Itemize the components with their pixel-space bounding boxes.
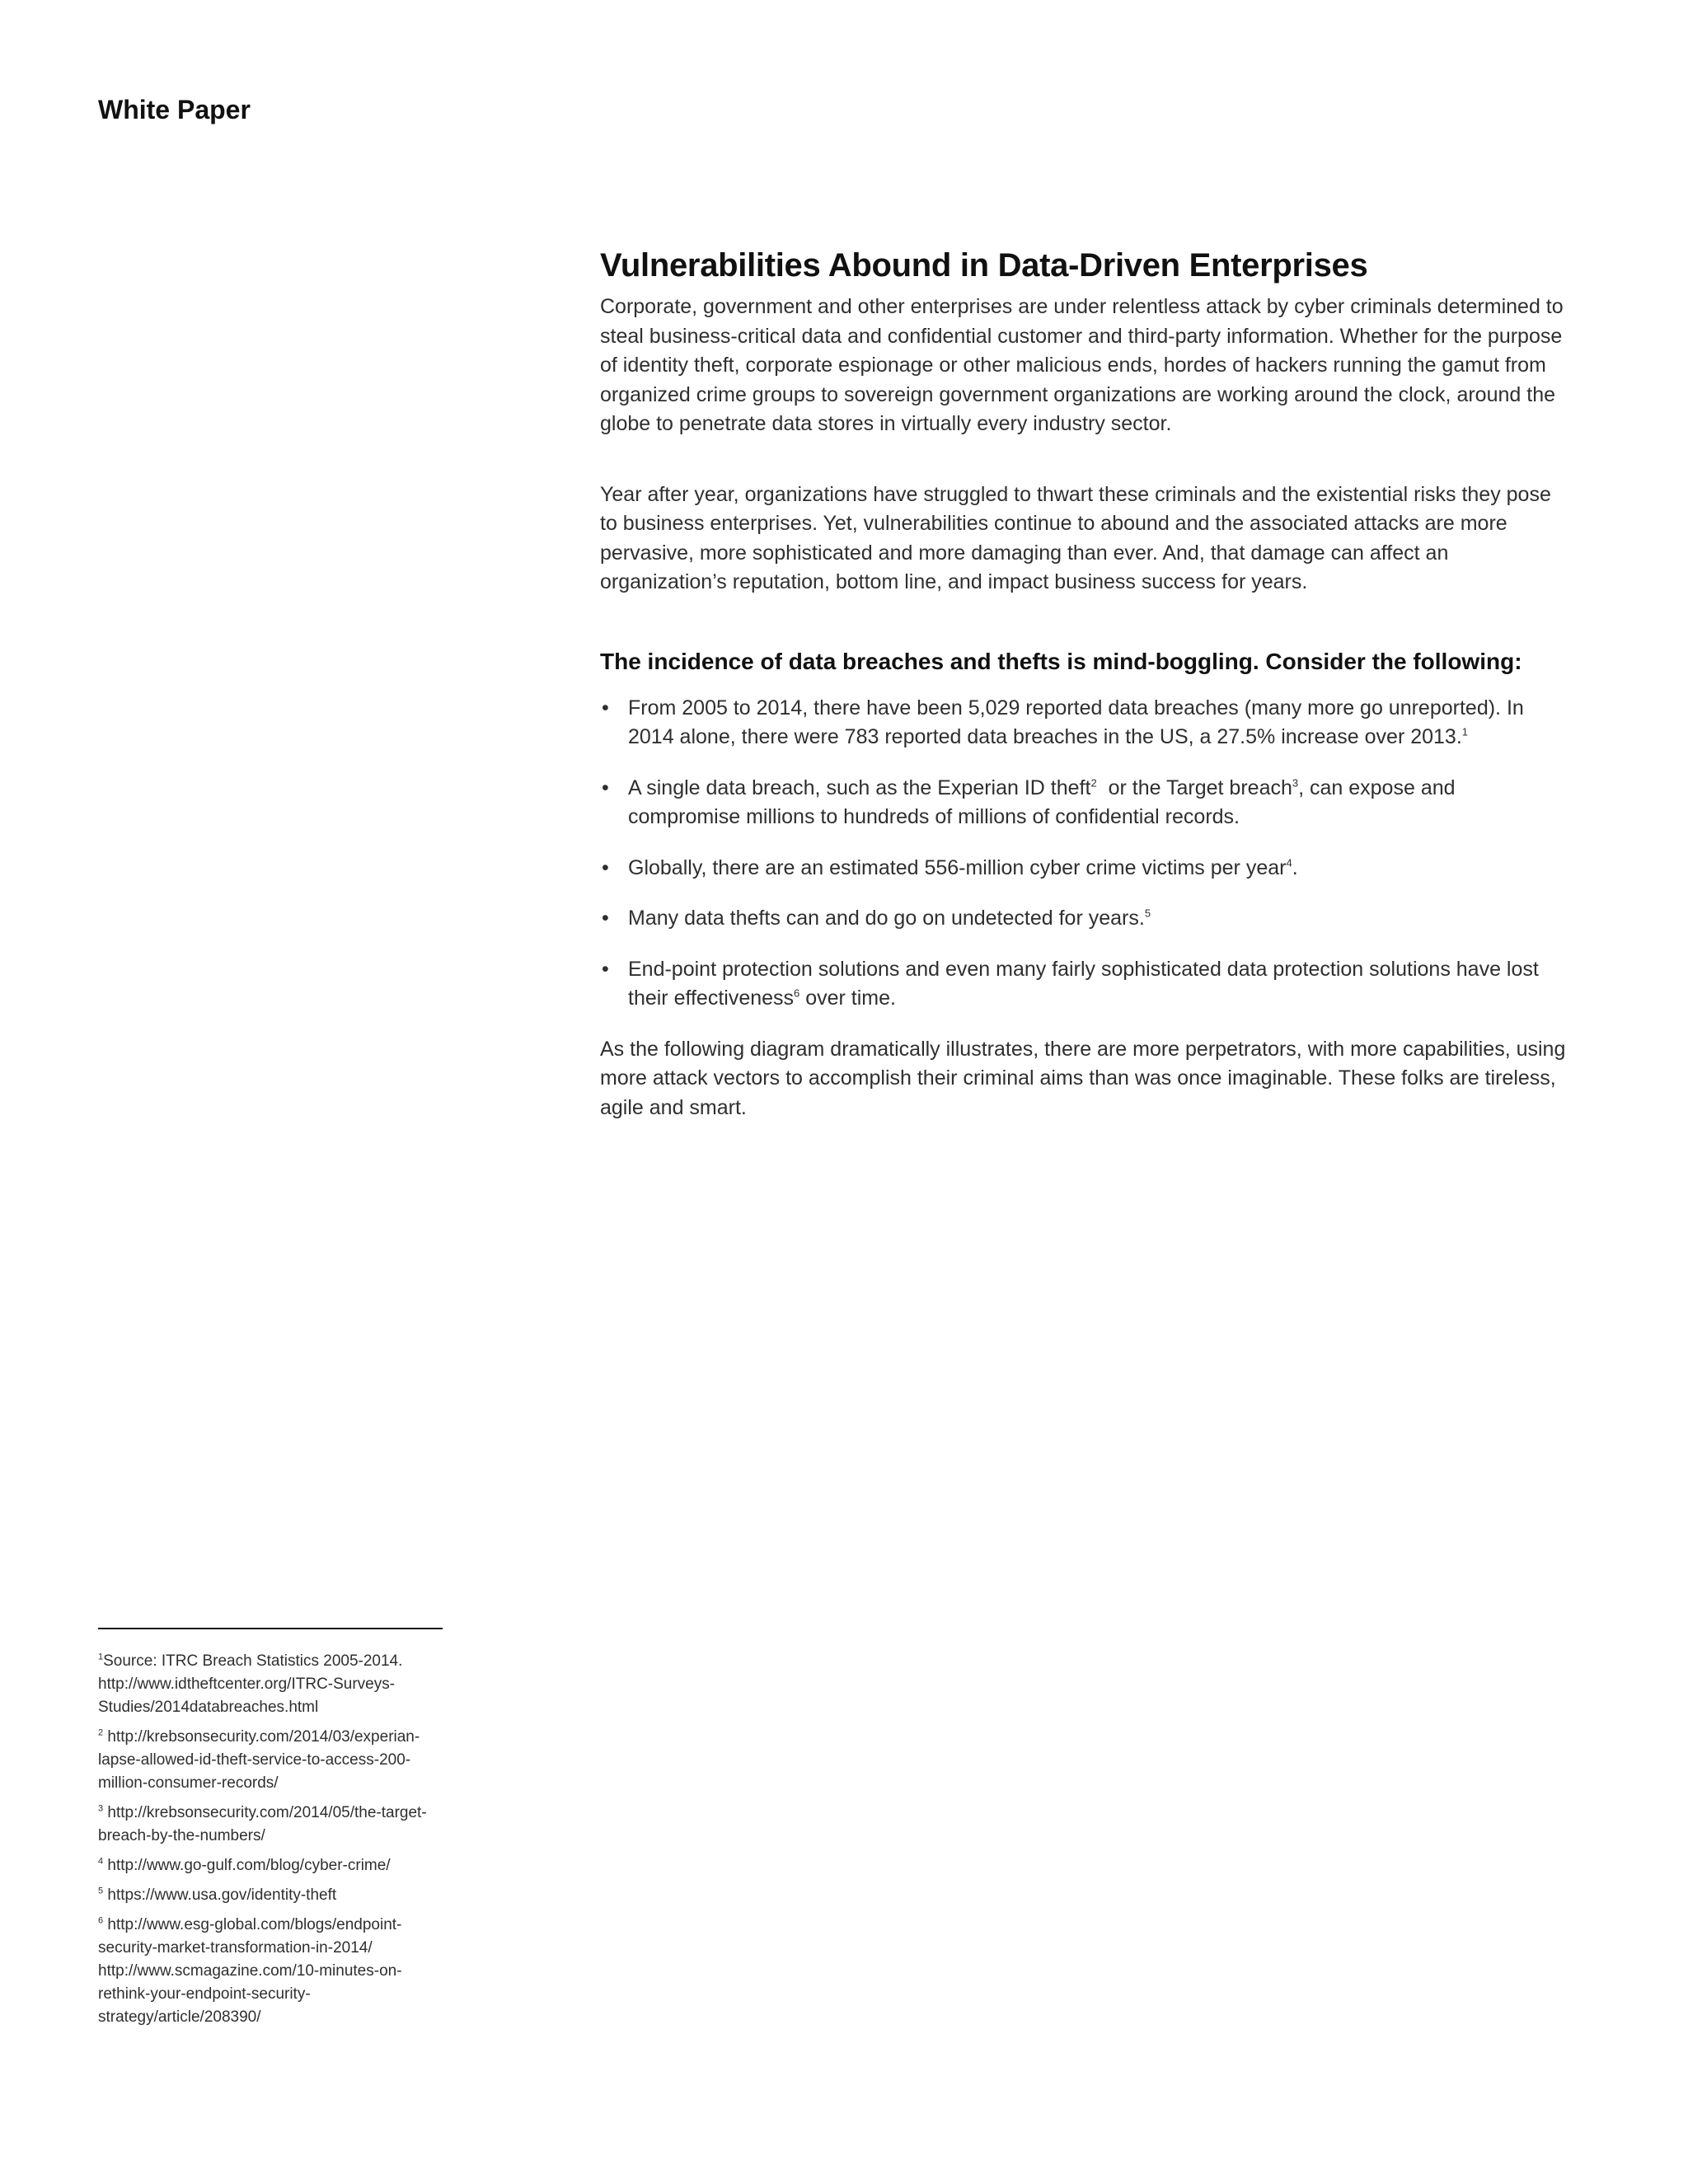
footnote-number: 5: [98, 1886, 104, 1896]
list-item: [600, 854, 1573, 883]
document-type-label: White Paper: [98, 95, 251, 124]
footnote-ref: 2: [1090, 776, 1097, 790]
subheading: The incidence of data breaches and thefts is mind-boggling. Consider the following:: [600, 648, 1522, 674]
footnote: [98, 1650, 452, 1719]
second-paragraph: Year after year, organizations have struggled to thwart these criminals and the existential risks they pose to business enterprises. Yet, vulnerabilities continue to abound and the associated attacks are more pervasive, more sophisticated and more damaging than ever. And, that damage can affect an organization’s reputation, bottom line, and impact business success for years.: [600, 482, 1551, 593]
footnote: [98, 1854, 452, 1877]
bullet-icon: •: [602, 696, 609, 719]
footnote-text: http://www.go-gulf.com/blog/cyber-crime/: [103, 1857, 391, 1874]
bullet-icon: •: [602, 907, 609, 930]
footnote-ref: 4: [1286, 856, 1292, 869]
bullet-text: , can expose and compromise millions to hundreds of millions of confidential records.: [628, 776, 1456, 828]
bullet-text: A single data breach, such as the Experian ID theft: [628, 776, 1091, 799]
footnote-ref: 1: [1461, 725, 1469, 738]
bullet-icon: •: [602, 855, 609, 879]
intro-paragraph: Corporate, government and other enterprises are under relentless attack by cyber criminals determined to steal business-critical data and confidential customer and third-party information. Whether for the purpose of identity theft, corporate espionage or other malicious ends, hordes of hackers running the gamut from organized crime groups to sovereign government organizations are working around the clock, around the globe to penetrate data stores in virtually every industry sector.: [600, 295, 1564, 435]
bullet-icon: •: [602, 776, 609, 799]
bullet-text: Many data thefts can and do go on undetected for years.: [628, 907, 1145, 930]
closing-paragraph: As the following diagram dramatically illustrates, there are more perpetrators, with more capabilities, using more attack vectors to accomplish their criminal aims than was once imaginable. These folks are tireless, agile and smart.: [600, 1037, 1566, 1119]
list-item: [600, 774, 1573, 832]
footnote: [98, 1884, 452, 1907]
footnote-text: http://www.esg-global.com/blogs/endpoint-security-market-transformation-in-2014/ http://www.scmagazine.com/10-minutes-on-rethink-your-endpoint-security-strategy/article/208390/: [98, 1916, 402, 2026]
bullet-text: .: [1292, 855, 1298, 879]
footnote-number: 1: [98, 1652, 104, 1662]
footnote-text: http://krebsonsecurity.com/2014/03/experian-lapse-allowed-id-theft-service-to-access-200-million-consumer-records/: [98, 1728, 420, 1792]
footnote-number: 6: [98, 1915, 104, 1926]
list-item: [600, 955, 1573, 1014]
bullet-text: From 2005 to 2014, there have been 5,029 reported data breaches (many more go unreported). In 2014 alone, there were 783 reported data breaches in the US, a 27.5% increase over 2013.: [628, 696, 1524, 748]
footnote-text: Source: ITRC Breach Statistics 2005-2014. http://www.idtheftcenter.org/ITRC-Surveys-Studies/2014databreaches.html: [98, 1652, 403, 1716]
main-content: [600, 247, 1573, 1122]
footnote-divider: [98, 1628, 443, 1629]
section-title: Vulnerabilities Abound in Data-Driven Enterprises: [600, 247, 1368, 284]
footnote: [98, 1914, 452, 2029]
footnote-number: 3: [98, 1803, 104, 1814]
bullet-text: or the Target breach: [1096, 776, 1292, 799]
footnote-number: 4: [98, 1856, 104, 1867]
statistics-list: [600, 694, 1573, 1014]
list-item: [600, 694, 1573, 752]
footnote-ref: 3: [1292, 776, 1299, 790]
footnote: [98, 1802, 452, 1848]
footnotes: [98, 1650, 452, 2036]
footnote-text: https://www.usa.gov/identity-theft: [103, 1886, 337, 1904]
bullet-icon: •: [602, 957, 609, 981]
footnote: [98, 1726, 452, 1795]
list-item: [600, 904, 1573, 934]
footnote-text: http://krebsonsecurity.com/2014/05/the-target-breach-by-the-numbers/: [98, 1804, 427, 1844]
bullet-text: over time.: [799, 987, 896, 1010]
footnote-ref: 6: [794, 987, 800, 1000]
footnote-number: 2: [98, 1727, 104, 1738]
footnote-ref: 5: [1144, 907, 1151, 920]
bullet-text: End-point protection solutions and even many fairly sophisticated data protection solutions have lost their effectiveness: [628, 957, 1539, 1010]
bullet-text: Globally, there are an estimated 556-million cyber crime victims per year: [628, 855, 1287, 879]
